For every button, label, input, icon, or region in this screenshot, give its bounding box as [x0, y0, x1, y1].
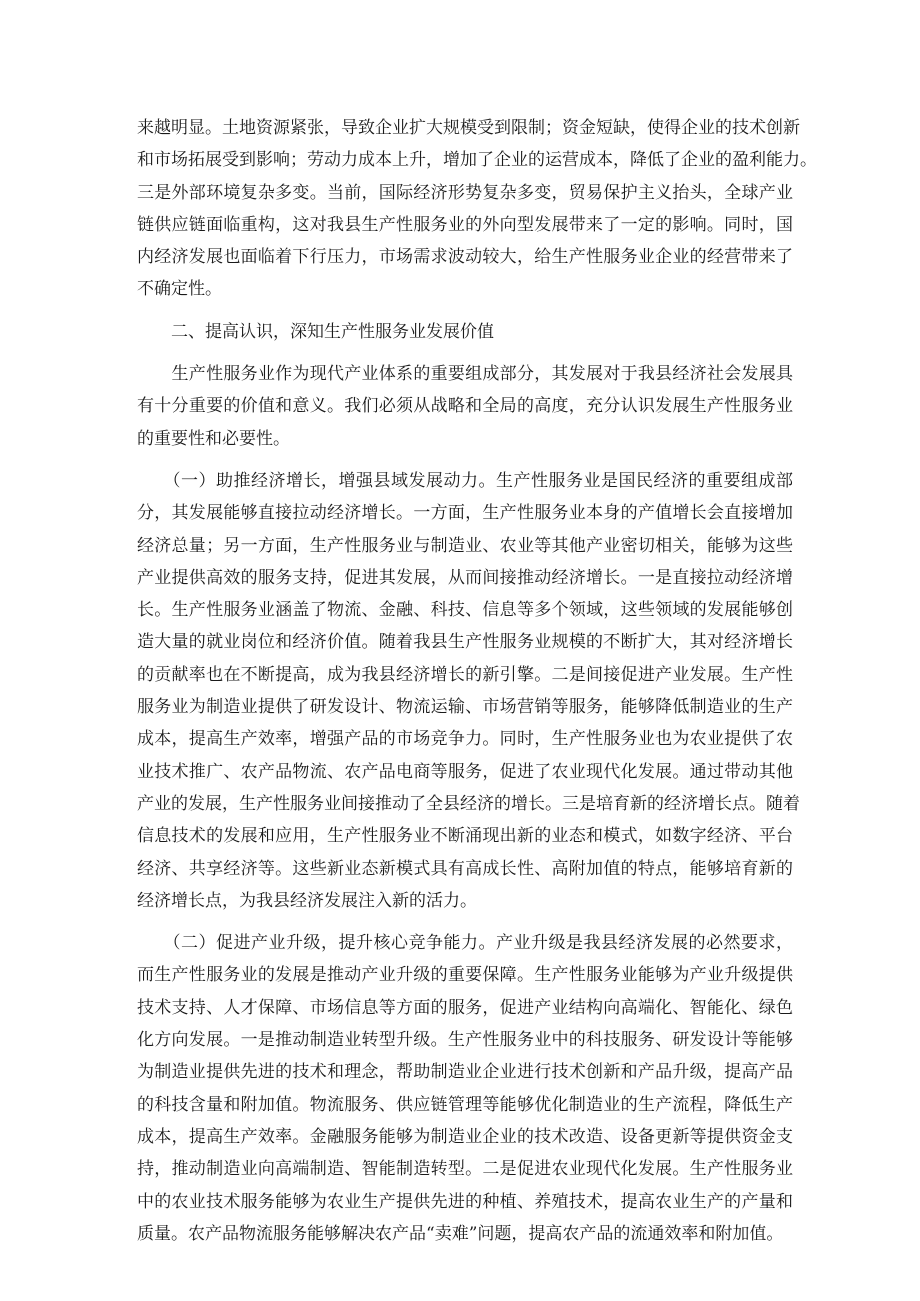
- paragraph-challenges-continued: [137, 112, 817, 306]
- text-line: 质量。农产品物流服务能够解决农产品“卖难”问题，提高农产品的流通效率和附加值。: [137, 1223, 784, 1244]
- text-line: 信息技术的发展和应用，生产性服务业不断涌现出新的业态和模式，如数字经济、平台: [137, 826, 793, 847]
- text-line: 来越明显。土地资源紧张，导致企业扩大规模受到限制；资金短缺，使得企业的技术创新: [137, 118, 800, 138]
- text-line: 经济增长点，为我县经济发展注入新的活力。: [137, 890, 477, 911]
- text-line: 产业的发展，生产性服务业间接推动了全县经济的增长。三是培育新的经济增长点。随着: [137, 793, 800, 814]
- text-line: 内经济发展也面临着下行压力，市场需求波动较大，给生产性服务业企业的经营带来了: [137, 247, 793, 268]
- text-line: 技术支持、人才保障、市场信息等方面的服务，促进产业结构向高端化、智能化、绿色: [137, 997, 793, 1018]
- text-line: 成本，提高生产效率。金融服务能够为制造业企业的技术改造、设备更新等提供资金支: [137, 1126, 793, 1147]
- text-line: 链供应链面临重构，这对我县生产性服务业的外向型发展带来了一定的影响。同时，国: [137, 214, 793, 235]
- text-line: 不确定性。: [137, 279, 222, 300]
- text-line: 分，其发展能够直接拉动经济增长。一方面，生产性服务业本身的产值增长会直接增加: [137, 503, 793, 524]
- paragraph-intro: [137, 358, 793, 455]
- text-line: 经济总量；另一方面，生产性服务业与制造业、农业等其他产业密切相关，能够为这些: [137, 535, 793, 556]
- text-line: 和市场拓展受到影响；劳动力成本上升，增加了企业的运营成本，降低了企业的盈利能力。: [137, 150, 817, 171]
- text-line: 业技术推广、农产品物流、农产品电商等服务，促进了农业现代化发展。通过带动其他: [137, 761, 793, 782]
- text-line: 持，推动制造业向高端制造、智能制造转型。二是促进农业现代化发展。生产性服务业: [137, 1159, 793, 1180]
- text-line: 的重要性和必要性。: [137, 428, 290, 449]
- paragraph-industrial-upgrade: [137, 927, 793, 1250]
- text-line: 为制造业提供先进的技术和理念，帮助制造业企业进行技术创新和产品升级，提高产品: [137, 1062, 793, 1083]
- text-line: 生产性服务业作为现代产业体系的重要组成部分，其发展对于我县经济社会发展具: [137, 364, 793, 385]
- text-line: 的贡献率也在不断提高，成为我县经济增长的新引擎。二是间接促进产业发展。生产性: [137, 664, 793, 685]
- heading-text: 二、提高认识，深知生产性服务业发展价值: [137, 321, 494, 342]
- text-line: 成本，提高生产效率，增强产品的市场竞争力。同时，生产性服务业也为农业提供了农: [137, 729, 793, 750]
- text-line: 而生产性服务业的发展是推动产业升级的重要保障。生产性服务业能够为产业升级提供: [137, 965, 793, 986]
- text-line: 的科技含量和附加值。物流服务、供应链管理等能够优化制造业的生产流程，降低生产: [137, 1094, 793, 1115]
- paragraph-economic-growth: [137, 465, 800, 917]
- section-heading: [137, 316, 793, 348]
- text-line: 经济、共享经济等。这些新业态新模式具有高成长性、高附加值的特点，能够培育新的: [137, 858, 793, 879]
- text-line: 服务业为制造业提供了研发设计、物流运输、市场营销等服务，能够降低制造业的生产: [137, 697, 793, 718]
- text-line: 长。生产性服务业涵盖了物流、金融、科技、信息等多个领域，这些领域的发展能够创: [137, 600, 793, 621]
- text-line: 造大量的就业岗位和经济价值。随着我县生产性服务业规模的不断扩大，其对经济增长: [137, 632, 793, 653]
- text-line: 化方向发展。一是推动制造业转型升级。生产性服务业中的科技服务、研发设计等能够: [137, 1030, 793, 1051]
- text-line: （一）助推经济增长，增强县域发展动力。生产性服务业是国民经济的重要组成部: [137, 470, 793, 491]
- text-line: （二）促进产业升级，提升核心竞争能力。产业升级是我县经济发展的必然要求，: [137, 933, 793, 954]
- text-line: 产业提供高效的服务支持，促进其发展，从而间接推动经济增长。一是直接拉动经济增: [137, 567, 793, 588]
- text-line: 中的农业技术服务能够为农业生产提供先进的种植、养殖技术，提高农业生产的产量和: [137, 1191, 793, 1212]
- text-line: 有十分重要的价值和意义。我们必须从战略和全局的高度，充分认识发展生产性服务业: [137, 396, 793, 417]
- document-page: [137, 112, 817, 1250]
- text-line: 三是外部环境复杂多变。当前，国际经济形势复杂多变，贸易保护主义抬头，全球产业: [137, 182, 793, 203]
